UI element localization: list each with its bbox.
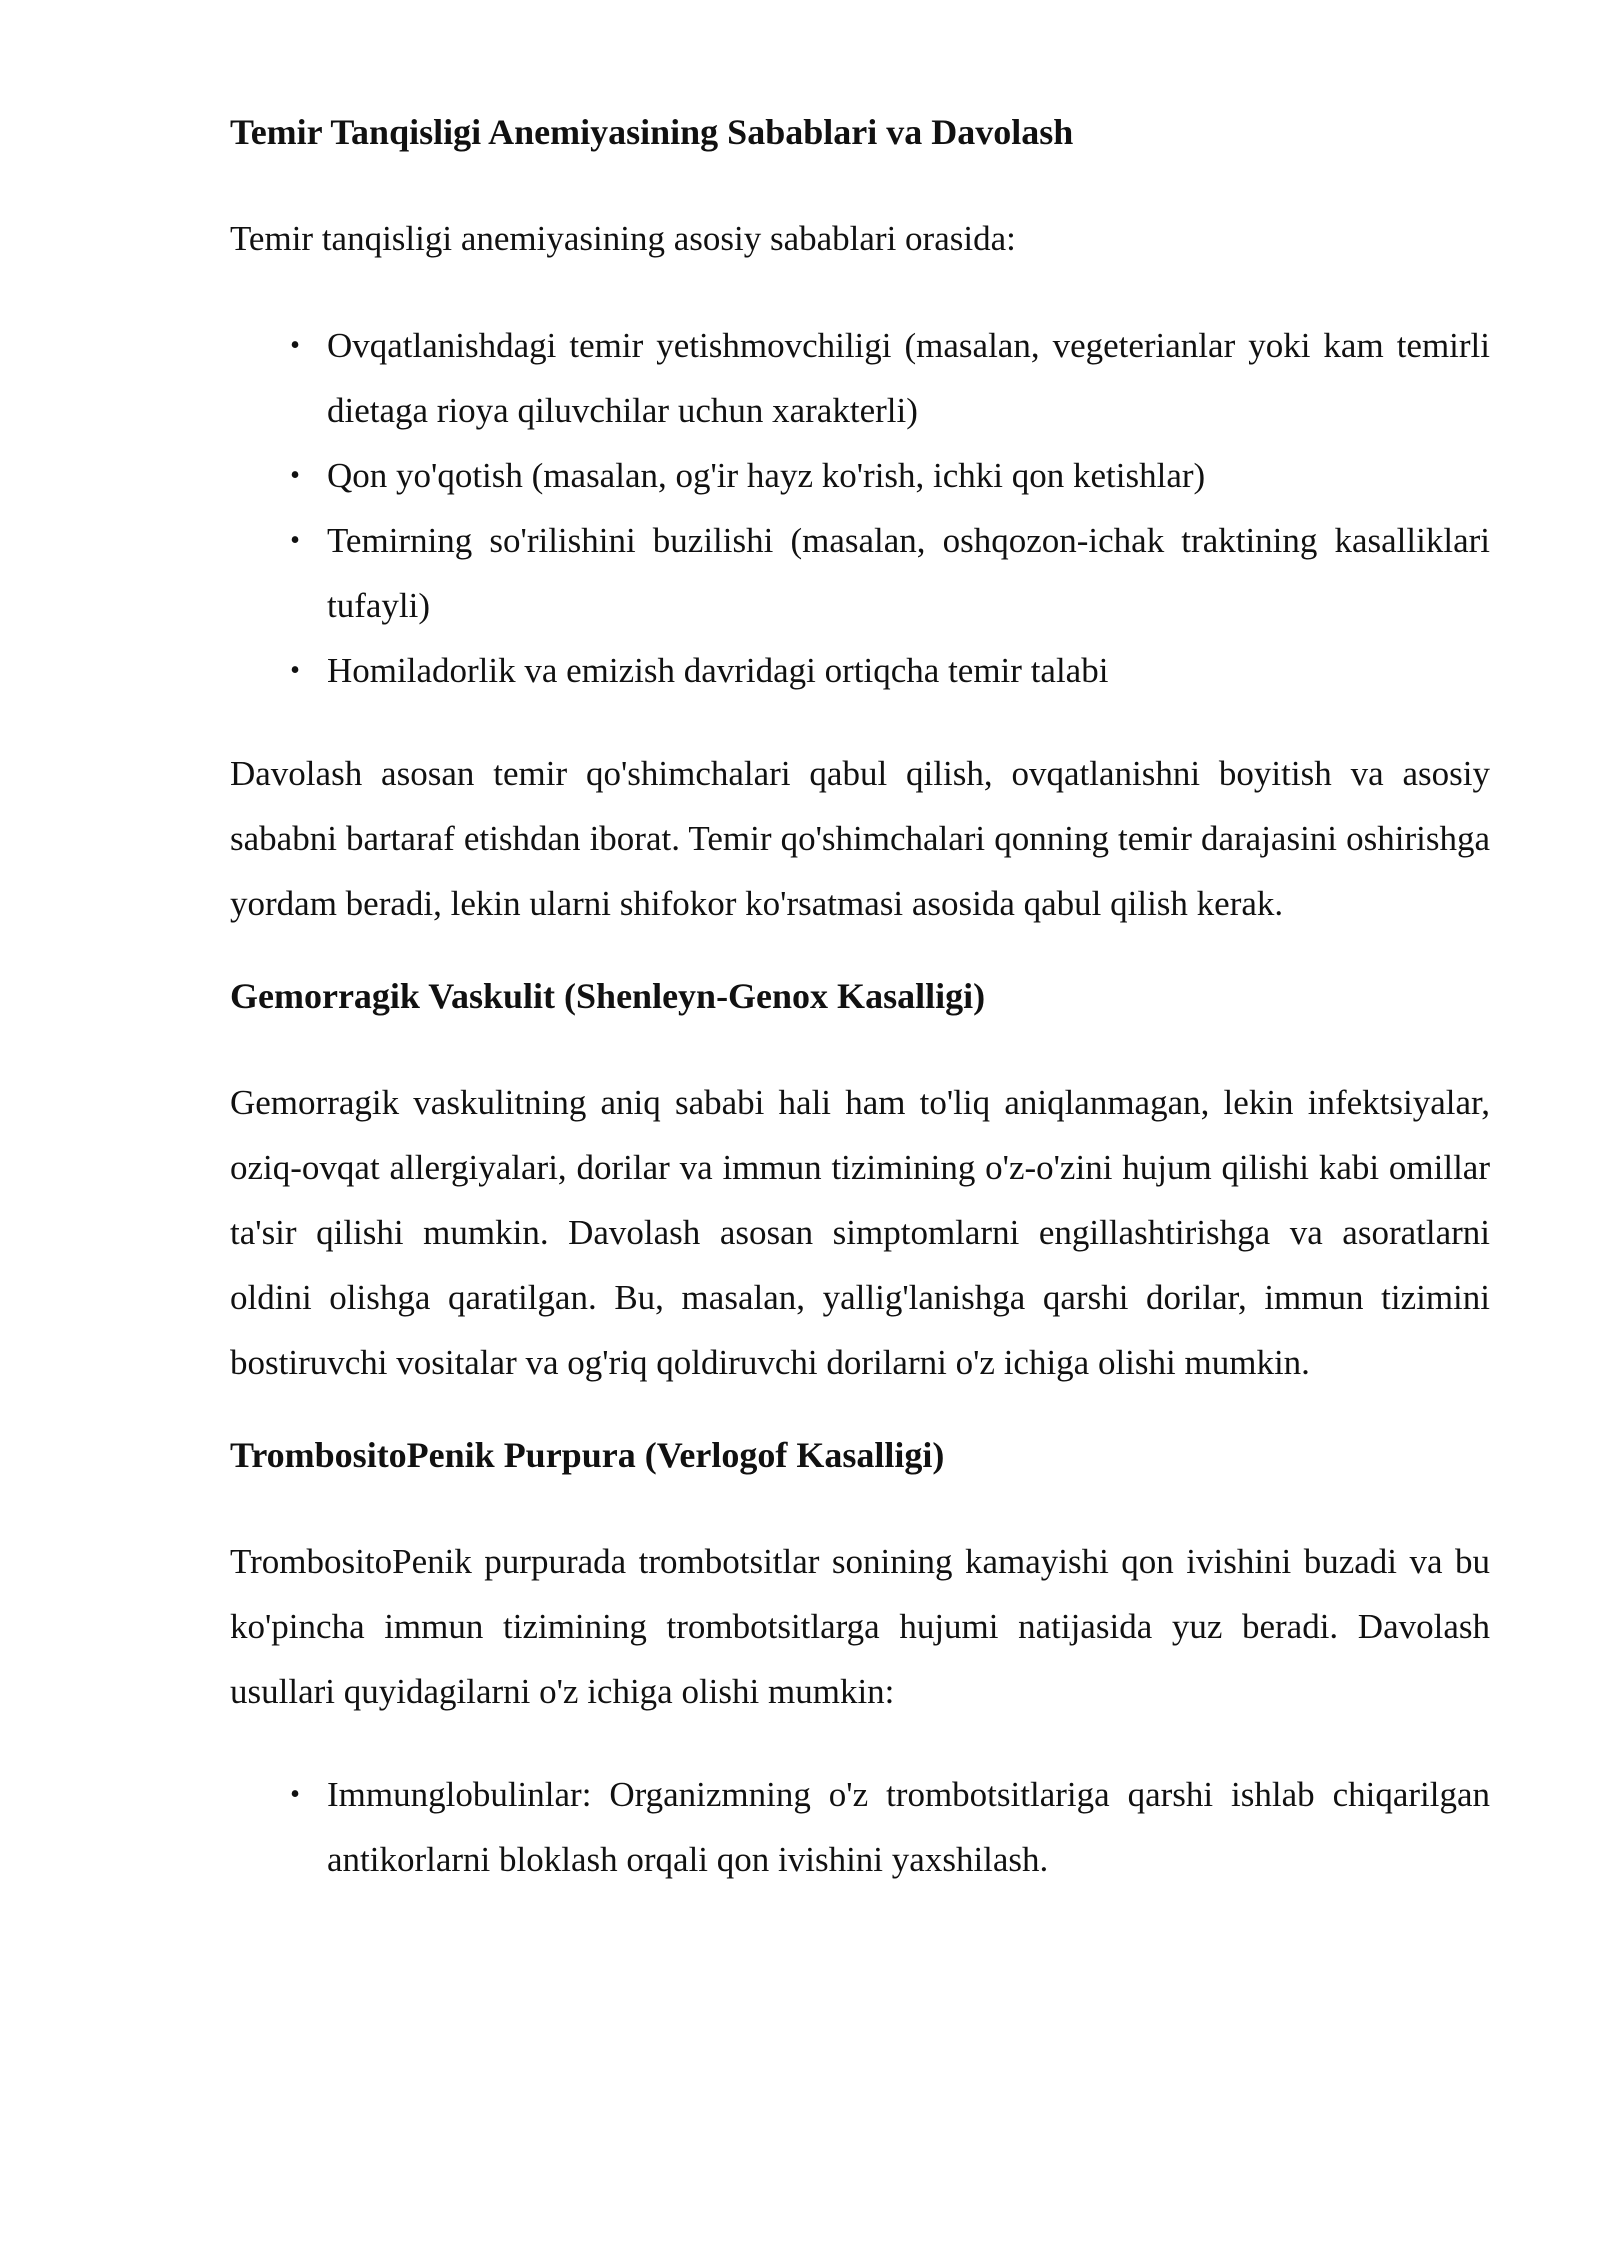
- bullet-icon: •: [290, 460, 300, 491]
- bullet-icon: •: [290, 330, 300, 361]
- list-item-text: Temirning so'rilishini buzilishi (masalan, oshqozon-ichak traktining kasalliklari tufayli): [327, 521, 1490, 625]
- section-paragraph: Davolash asosan temir qo'shimchalari qabul qilish, ovqatlanishni boyitish va asosiy sababni bartaraf etishdan iborat. Temir qo'shimchalari qonning temir darajasini oshirishga yordam beradi, lekin ularni shifokor ko'rsatmasi asosida qabul qilish kerak.: [230, 754, 1490, 923]
- section-paragraph: TrombositoPenik purpurada trombotsitlar sonining kamayishi qon ivishini buzadi va bu ko'pincha immun tizimining trombotsitlarga hujumi natijasida yuz beradi. Davolash usullari quyidagilarni o'z ichiga olishi mumkin:: [230, 1542, 1490, 1711]
- list-item: [230, 1762, 1490, 1892]
- causes-list: [230, 313, 1490, 703]
- section-intro: Temir tanqisligi anemiyasining asosiy sabablari orasida:: [230, 219, 1016, 258]
- list-item-text: Immunglobulinlar: Organizmning o'z trombotsitlariga qarshi ishlab chiqarilgan antikorlarni bloklash orqali qon ivishini yaxshilash.: [327, 1775, 1490, 1879]
- list-item: [230, 638, 1490, 703]
- list-item-text: Ovqatlanishdagi temir yetishmovchiligi (masalan, vegeterianlar yoki kam temirli dietaga rioya qiluvchilar uchun xarakterli): [327, 326, 1490, 430]
- section-heading-purpura: TrombositoPenik Purpura (Verlogof Kasalligi): [230, 1435, 945, 1475]
- bullet-icon: •: [290, 1779, 300, 1810]
- bullet-icon: •: [290, 525, 300, 556]
- document-page: [230, 110, 1490, 1930]
- section-heading-vasculitis: Gemorragik Vaskulit (Shenleyn-Genox Kasalligi): [230, 976, 986, 1016]
- section-heading-iron-deficiency: Temir Tanqisligi Anemiyasining Sabablari va Davolash: [230, 112, 1074, 152]
- bullet-icon: •: [290, 655, 300, 686]
- list-item-text: Qon yo'qotish (masalan, og'ir hayz ko'rish, ichki qon ketishlar): [327, 456, 1206, 495]
- list-item-text: Homiladorlik va emizish davridagi ortiqcha temir talabi: [327, 651, 1109, 690]
- list-item: [230, 443, 1490, 508]
- list-item: [230, 508, 1490, 638]
- list-item: [230, 313, 1490, 443]
- section-paragraph: Gemorragik vaskulitning aniq sababi hali ham to'liq aniqlanmagan, lekin infektsiyalar, oziq-ovqat allergiyalari, dorilar va immun tizimining o'z-o'zini hujum qilishi kabi omillar ta'sir qilishi mumkin. Davolash asosan simptomlarni engillashtirishga va asoratlarni oldini olishga qaratilgan. Bu, masalan, yallig'lanishga qarshi dorilar, immun tizimini bostiruvchi vositalar va og'riq qoldiruvchi dorilarni o'z ichiga olishi mumkin.: [230, 1083, 1490, 1382]
- treatment-list: [230, 1762, 1490, 1892]
